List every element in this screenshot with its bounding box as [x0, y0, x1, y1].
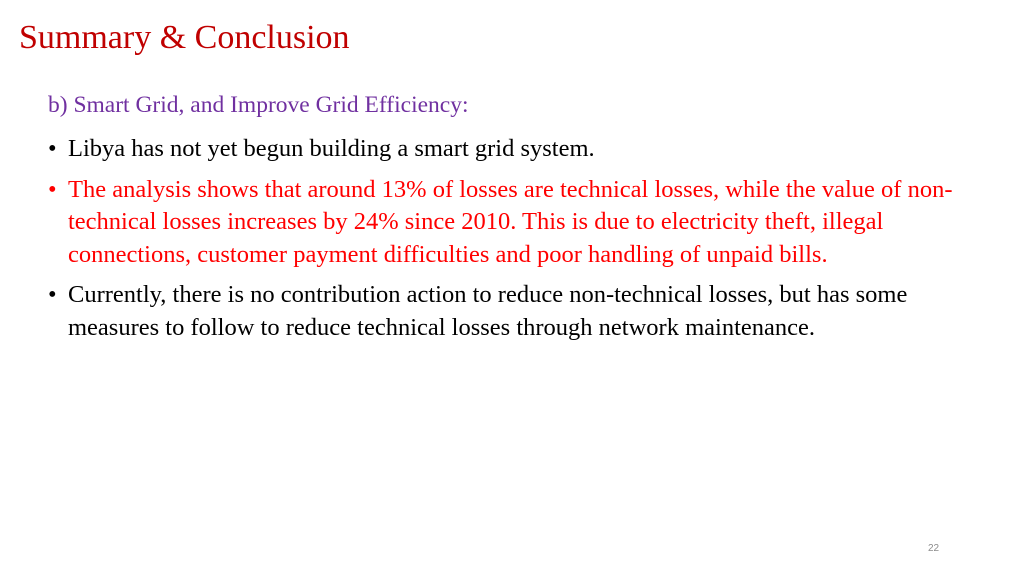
- bullet-marker: •: [48, 135, 57, 162]
- bullet-text: Currently, there is no contribution action to reduce non-technical losses, but has some measures to follow to reduce technical losses through network maintenance.: [68, 281, 908, 341]
- bullet-list: [48, 133, 993, 344]
- section-subheading: b) Smart Grid, and Improve Grid Efficiency:: [48, 92, 469, 118]
- bullet-marker: •: [48, 175, 57, 203]
- bullet-marker: •: [48, 281, 57, 308]
- bullet-item-losses-analysis: [48, 174, 993, 272]
- slide-content: [48, 88, 993, 344]
- bullet-item-current-measures: [48, 279, 993, 344]
- bullet-text: The analysis shows that around 13% of losses are technical losses, while the value of non-technical losses increases by 24% since 2010. This is due to electricity theft, illegal connections, customer payment difficulties and poor handling of unpaid bills.: [68, 175, 953, 268]
- bullet-item-smart-grid-status: [48, 133, 993, 166]
- bullet-text: Libya has not yet begun building a smart grid system.: [68, 135, 595, 162]
- slide-title: Summary & Conclusion: [19, 19, 350, 56]
- page-number: 22: [928, 543, 940, 554]
